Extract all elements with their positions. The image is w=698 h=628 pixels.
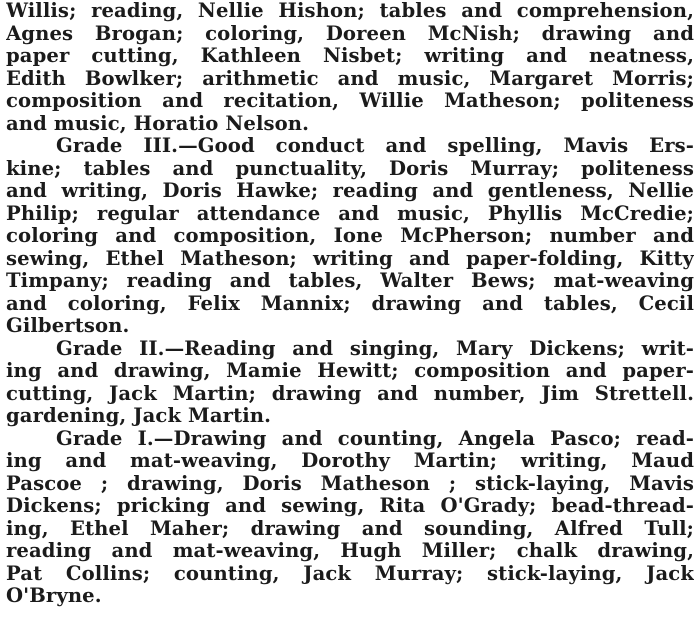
text-line: kine; tables and punctuality, Doris Murray; politeness	[6, 156, 694, 180]
newspaper-column	[6, 0, 694, 628]
text-line: O'Bryne.	[6, 584, 102, 607]
text-line: Grade I.—Drawing and counting, Angela Pasco; read-	[56, 426, 694, 450]
text-line: Dickens; pricking and sewing, Rita O'Grady; bead-thread-	[6, 494, 694, 517]
text-line: gardening, Jack Martin.	[6, 404, 272, 427]
text-line: Timpany; reading and tables, Walter Bews; mat-weaving	[6, 269, 694, 292]
text-line: Pat Collins; counting, Jack Murray; stick-laying, Jack	[6, 561, 694, 585]
text-line: Gilbertson.	[6, 314, 130, 337]
text-line: Grade II.—Reading and singing, Mary Dickens; writ-	[56, 336, 694, 360]
text-line: ing and drawing, Mamie Hewitt; composition and paper-	[6, 359, 694, 382]
text-line: Grade III.—Good conduct and spelling, Mavis Ers-	[56, 134, 694, 157]
text-line: cutting, Jack Martin; drawing and number, Jim Strettell.	[6, 381, 694, 405]
text-line: Pascoe ; drawing, Doris Matheson ; stick-laying, Mavis	[6, 471, 694, 495]
text-line: composition and recitation, Willie Matheson; politeness	[6, 89, 694, 112]
text-line: ing, Ethel Maher; drawing and sounding, Alfred Tull;	[6, 516, 694, 540]
text-line: and coloring, Felix Mannix; drawing and tables, Cecil	[6, 291, 694, 315]
text-line: paper cutting, Kathleen Nisbet; writing and neatness,	[6, 44, 694, 67]
text-line: Agnes Brogan; coloring, Doreen McNish; drawing and	[6, 21, 694, 45]
text-line: and music, Horatio Nelson.	[6, 111, 310, 135]
text-line: sewing, Ethel Matheson; writing and paper-folding, Kitty	[6, 246, 694, 270]
text-line: Philip; regular attendance and music, Phyllis McCredie;	[6, 201, 694, 225]
article-text	[6, 0, 694, 608]
text-line: coloring and composition, Ione McPherson; number and	[6, 224, 694, 247]
text-line: and writing, Doris Hawke; reading and gentleness, Nellie	[6, 179, 694, 202]
text-line: reading and mat-weaving, Hugh Miller; chalk drawing,	[6, 539, 694, 562]
text-line: Willis; reading, Nellie Hishon; tables and comprehension,	[6, 0, 694, 22]
text-line: ing and mat-weaving, Dorothy Martin; writing, Maud	[6, 449, 694, 472]
text-line: Edith Bowlker; arithmetic and music, Margaret Morris;	[6, 66, 694, 90]
